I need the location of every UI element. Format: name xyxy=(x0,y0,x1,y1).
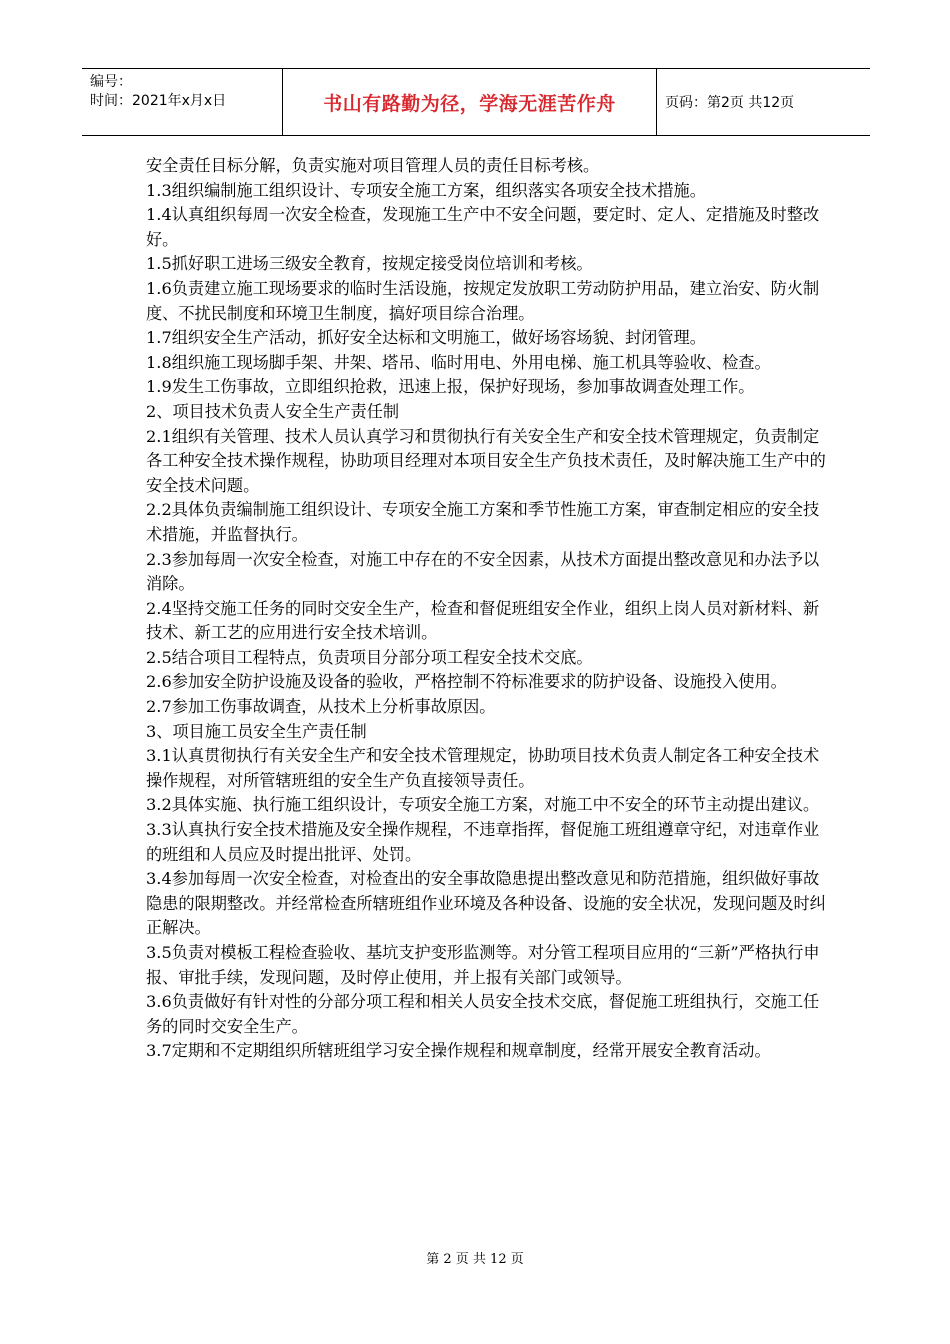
paragraph: 1.9发生工伤事故，立即组织抢救，迅速上报，保护好现场，参加事故调查处理工作。 xyxy=(146,377,755,397)
paragraph: 2.2具体负责编制施工组织设计、专项安全施工方案和季节性施工方案，审查制定相应的安全技术措施，并监督执行。 xyxy=(146,500,820,544)
header-page-info xyxy=(657,69,870,135)
paragraph: 安全责任目标分解，负责实施对项目管理人员的责任目标考核。 xyxy=(146,156,600,175)
document-body xyxy=(146,154,826,1064)
paragraph: 3.6负责做好有针对性的分部分项工程和相关人员安全技术交底，督促施工班组执行，交施工任务的同时交安全生产。 xyxy=(146,992,820,1036)
section-heading: 3、项目施工员安全生产责任制 xyxy=(146,721,367,741)
paragraph: 1.8组织施工现场脚手架、井架、塔吊、临时用电、外用电梯、施工机具等验收、检查。 xyxy=(146,352,771,372)
motto-text: 书山有路勤为径，学海无涯苦作舟 xyxy=(323,92,616,115)
paragraph: 2.3参加每周一次安全检查，对施工中存在的不安全因素，从技术方面提出整改意见和办法予以消除。 xyxy=(146,549,820,594)
paragraph: 3.7定期和不定期组织所辖班组学习安全操作规程和规章制度，经常开展安全教育活动。 xyxy=(146,1041,771,1061)
paragraph: 1.4认真组织每周一次安全检查，发现施工生产中不安全问题，要定时、定人、定措施及时整改好。 xyxy=(146,205,820,249)
page-info-text: 页码：第2页 共12页 xyxy=(665,95,795,111)
header-meta xyxy=(82,69,283,135)
paragraph: 2.5结合项目工程特点，负责项目分部分项工程安全技术交底。 xyxy=(146,647,593,667)
paragraph: 2.1组织有关管理、技术人员认真学习和贯彻执行有关安全生产和安全技术管理规定，负责制定各工种安全技术操作规程，协助项目经理对本项目安全生产负技术责任，及时解决施工生产中的安全技术问题。 xyxy=(146,426,826,495)
paragraph: 1.3组织编制施工组织设计、专项安全施工方案，组织落实各项安全技术措施。 xyxy=(146,180,706,200)
paragraph: 3.1认真贯彻执行有关安全生产和安全技术管理规定，协助项目技术负责人制定各工种安全技术操作规程，对所管辖班组的安全生产负直接领导责任。 xyxy=(146,746,820,790)
header-motto-cell xyxy=(283,69,657,135)
number-label: 编号： xyxy=(90,74,132,90)
paragraph: 2.7参加工伤事故调查，从技术上分析事故原因。 xyxy=(146,697,496,717)
paragraph: 1.7组织安全生产活动，抓好安全达标和文明施工，做好场容场貌、封闭管理。 xyxy=(146,328,706,348)
page-header xyxy=(82,68,870,136)
paragraph: 3.2具体实施、执行施工组织设计，专项安全施工方案，对施工中不安全的环节主动提出建议。 xyxy=(146,795,820,815)
paragraph: 1.5抓好职工进场三级安全教育，按规定接受岗位培训和考核。 xyxy=(146,254,593,274)
paragraph: 2.6参加安全防护设施及设备的验收，严格控制不符标准要求的防护设备、设施投入使用。 xyxy=(146,672,787,692)
footer-page-number: 第 2 页 共 12 页 xyxy=(426,1252,524,1267)
time-label: 时间：2021年x月x日 xyxy=(90,93,227,109)
section-heading: 2、项目技术负责人安全生产责任制 xyxy=(146,401,400,421)
paragraph: 3.3认真执行安全技术措施及安全操作规程，不违章指挥，督促施工班组遵章守纪，对违章作业的班组和人员应及时提出批评、处罚。 xyxy=(146,820,820,864)
paragraph: 1.6负责建立施工现场要求的临时生活设施，按规定发放职工劳动防护用品，建立治安、防火制度、不扰民制度和环境卫生制度，搞好项目综合治理。 xyxy=(146,278,820,323)
paragraph: 3.5负责对模板工程检查验收、基坑支护变形监测等。对分管工程项目应用的“三新”严格执行申报、审批手续，发现问题，及时停止使用，并上报有关部门或领导。 xyxy=(146,943,820,987)
paragraph: 2.4坚持交施工任务的同时交安全生产，检查和督促班组安全作业，组织上岗人员对新材料、新技术、新工艺的应用进行安全技术培训。 xyxy=(146,598,820,643)
page-footer xyxy=(0,1248,950,1267)
paragraph: 3.4参加每周一次安全检查，对检查出的安全事故隐患提出整改意见和防范措施，组织做好事故隐患的限期整改。并经常检查所辖班组作业环境及各种设备、设施的安全状况，发现问题及时纠正解决。 xyxy=(146,869,826,938)
